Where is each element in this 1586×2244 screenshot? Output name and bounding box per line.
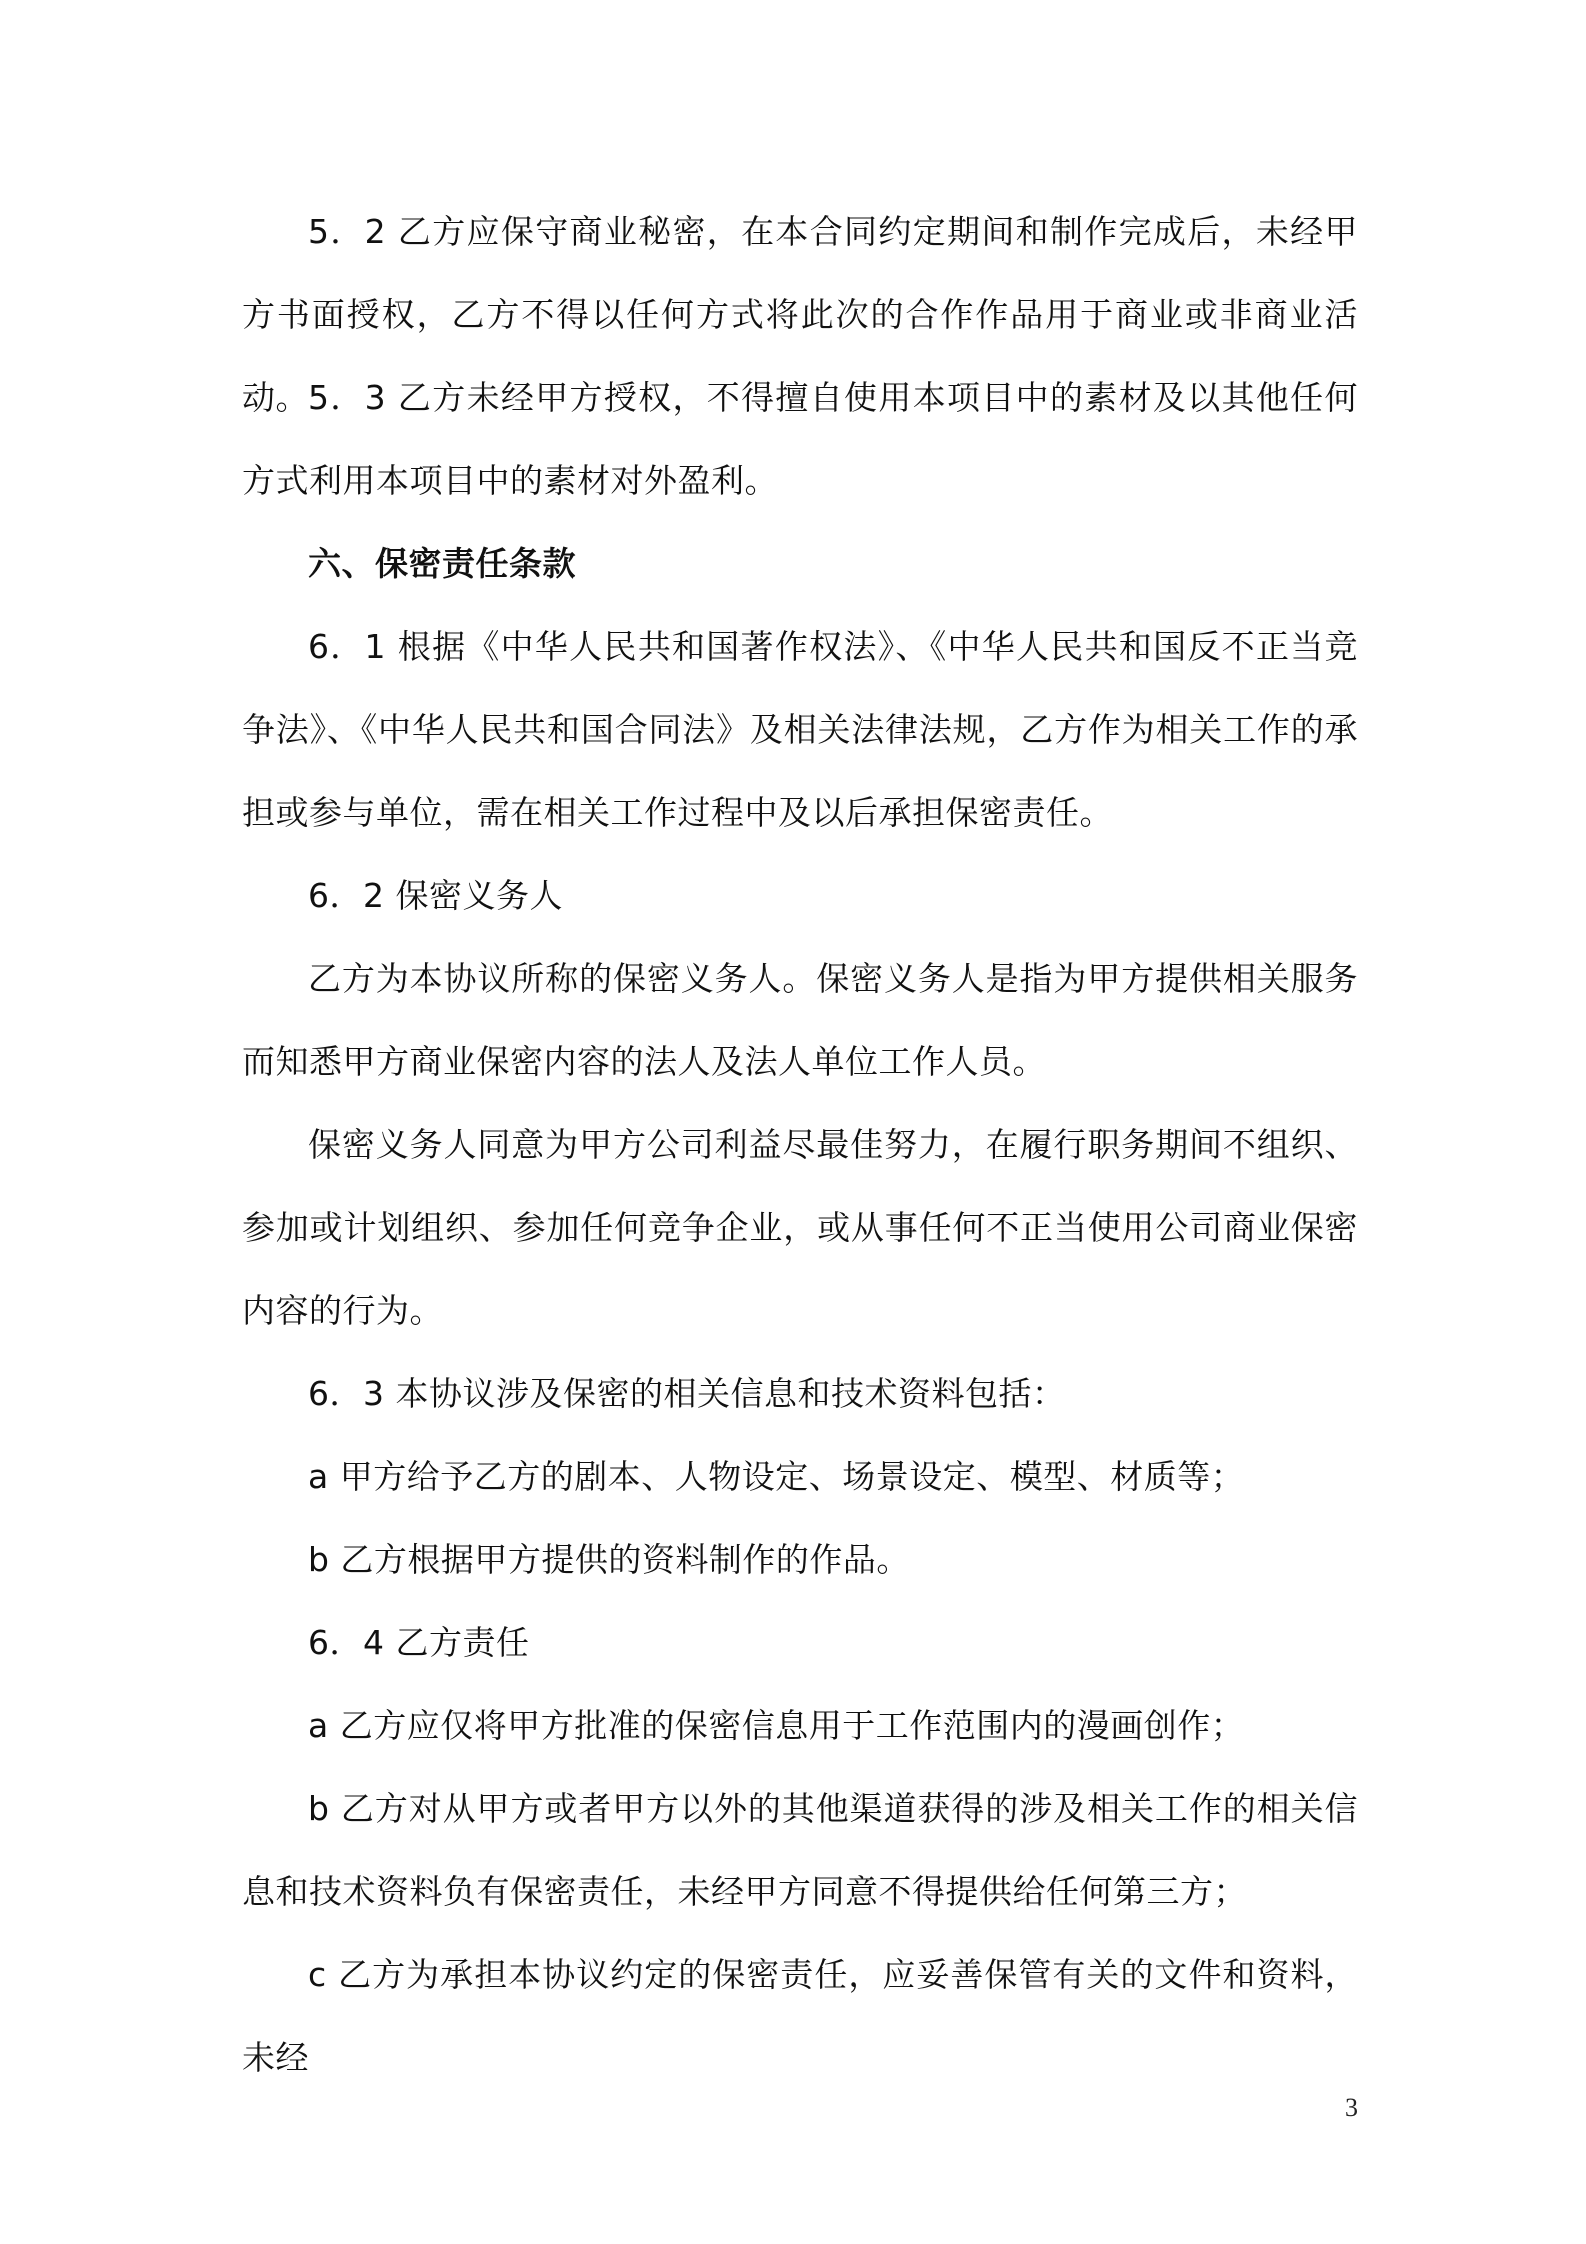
page-number: 3 <box>1345 2093 1358 2122</box>
clause-6-4: 6．4 乙方责任 <box>308 1623 530 1662</box>
clause-6-2-obligation: 保密义务人同意为甲方公司利益尽最佳努力，在履行职务期间不组织、参加或计划组织、参加任何竞争企业，或从事任何不正当使用公司商业保密内容的行为。 <box>242 1125 1358 1330</box>
clause-6-2-definition: 乙方为本协议所称的保密义务人。保密义务人是指为甲方提供相关服务而知悉甲方商业保密内容的法人及法人单位工作人员。 <box>242 959 1358 1081</box>
clause-6-3-item-a: a 甲方给予乙方的剧本、人物设定、场景设定、模型、材质等； <box>308 1457 1245 1496</box>
clause-6-3-item-b: b 乙方根据甲方提供的资料制作的作品。 <box>308 1540 910 1579</box>
clause-5-2: 5．2 乙方应保守商业秘密，在本合同约定期间和制作完成后，未经甲方书面授权，乙方不得以任何方式将此次的合作作品用于商业或非商业活动。 <box>242 212 1358 417</box>
clause-6-4-item-c: c 乙方为承担本协议约定的保密责任，应妥善保管有关的文件和资料，未经 <box>242 1955 1358 2077</box>
clause-6-2: 6．2 保密义务人 <box>308 876 563 915</box>
clause-6-3: 6．3 本协议涉及保密的相关信息和技术资料包括： <box>308 1374 1066 1413</box>
clause-6-4-item-a: a 乙方应仅将甲方批准的保密信息用于工作范围内的漫画创作； <box>308 1706 1245 1745</box>
clause-6-1: 6．1 根据《中华人民共和国著作权法》、《中华人民共和国反不正当竞争法》、《中华人民共和国合同法》及相关法律法规，乙方作为相关工作的承担或参与单位，需在相关工作过程中及以后承担保密责任。 <box>242 627 1358 832</box>
clause-6-4-item-b: b 乙方对从甲方或者甲方以外的其他渠道获得的涉及相关工作的相关信息和技术资料负有保密责任，未经甲方同意不得提供给任何第三方； <box>242 1789 1358 1911</box>
clause-5-3: 5．3 乙方未经甲方授权，不得擅自使用本项目中的素材及以其他任何方式利用本项目中的素材对外盈利。 <box>242 378 1358 500</box>
section-6-heading: 六、保密责任条款 <box>308 544 576 583</box>
